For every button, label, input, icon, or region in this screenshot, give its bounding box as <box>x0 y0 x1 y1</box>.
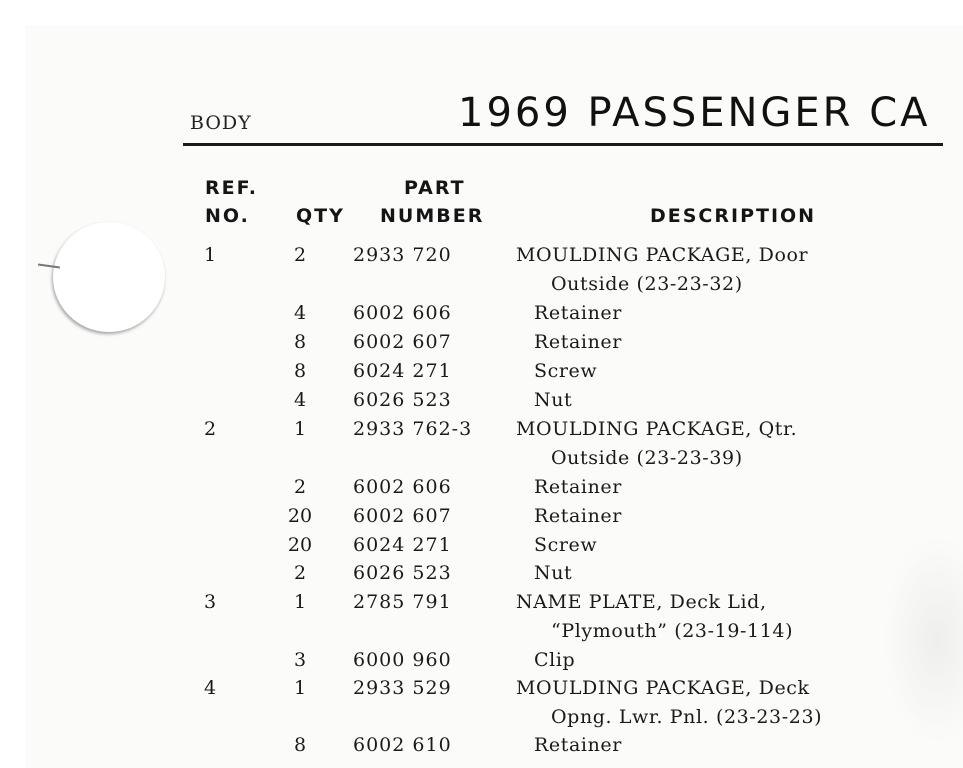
part-number-cell: 6024 271 <box>353 534 452 556</box>
part-number-cell: 2933 720 <box>353 244 452 266</box>
qty-cell: 20 <box>287 505 313 527</box>
part-number-cell: 6002 606 <box>353 302 452 324</box>
ref-cell: 4 <box>203 677 217 699</box>
qty-cell: 4 <box>293 302 307 324</box>
description-cell: Outside (23-23-32) <box>551 273 743 295</box>
description-cell: Retainer <box>534 331 622 353</box>
qty-cell: 2 <box>293 244 307 266</box>
punch-hole <box>53 222 165 332</box>
description-cell: MOULDING PACKAGE, Deck <box>516 677 810 699</box>
col-part-line2: NUMBER <box>380 205 485 227</box>
description-cell: MOULDING PACKAGE, Door <box>516 244 809 266</box>
description-cell: NAME PLATE, Deck Lid, <box>516 591 767 613</box>
col-description: DESCRIPTION <box>650 205 817 227</box>
part-number-cell: 6002 610 <box>353 734 452 756</box>
description-cell: Retainer <box>534 476 622 498</box>
qty-cell: 3 <box>293 649 307 671</box>
part-number-cell: 6002 607 <box>353 331 452 353</box>
qty-cell: 1 <box>293 418 307 440</box>
description-cell: “Plymouth” (23-19-114) <box>551 620 794 642</box>
part-number-cell: 6002 607 <box>353 505 452 527</box>
qty-cell: 2 <box>293 476 307 498</box>
qty-cell: 8 <box>293 331 307 353</box>
col-ref-line2: NO. <box>205 205 250 227</box>
catalog-page <box>25 25 963 768</box>
part-number-cell: 6000 960 <box>353 649 452 671</box>
ref-cell: 1 <box>203 244 217 266</box>
description-cell: Nut <box>534 562 573 584</box>
ref-cell: 3 <box>203 591 217 613</box>
qty-cell: 1 <box>293 677 307 699</box>
ref-cell: 2 <box>203 418 217 440</box>
description-cell: Opng. Lwr. Pnl. (23-23-23) <box>551 706 823 728</box>
description-cell: Clip <box>534 649 576 671</box>
qty-cell: 20 <box>287 534 313 556</box>
part-number-cell: 2933 529 <box>353 677 452 699</box>
part-number-cell: 2785 791 <box>353 591 452 613</box>
description-cell: Retainer <box>534 505 622 527</box>
qty-cell: 2 <box>293 562 307 584</box>
qty-cell: 1 <box>293 591 307 613</box>
col-part-line1: PART <box>404 177 466 199</box>
description-cell: Nut <box>534 389 573 411</box>
qty-cell: 8 <box>293 734 307 756</box>
description-cell: Retainer <box>534 734 622 756</box>
description-cell: MOULDING PACKAGE, Qtr. <box>516 418 798 440</box>
description-cell: Screw <box>534 360 598 382</box>
description-cell: Screw <box>534 534 598 556</box>
header-rule <box>183 143 943 146</box>
qty-cell: 4 <box>293 389 307 411</box>
page-title: 1969 PASSENGER CA <box>458 90 931 136</box>
part-number-cell: 6024 271 <box>353 360 452 382</box>
description-cell: Outside (23-23-39) <box>551 447 743 469</box>
qty-cell: 8 <box>293 360 307 382</box>
description-cell: Retainer <box>534 302 622 324</box>
part-number-cell: 6002 606 <box>353 476 452 498</box>
part-number-cell: 2933 762-3 <box>353 418 473 440</box>
page-smudge <box>883 535 963 745</box>
col-ref-line1: REF. <box>205 177 259 199</box>
part-number-cell: 6026 523 <box>353 389 452 411</box>
section-label: BODY <box>190 112 252 134</box>
part-number-cell: 6026 523 <box>353 562 452 584</box>
col-qty: QTY <box>296 205 345 227</box>
